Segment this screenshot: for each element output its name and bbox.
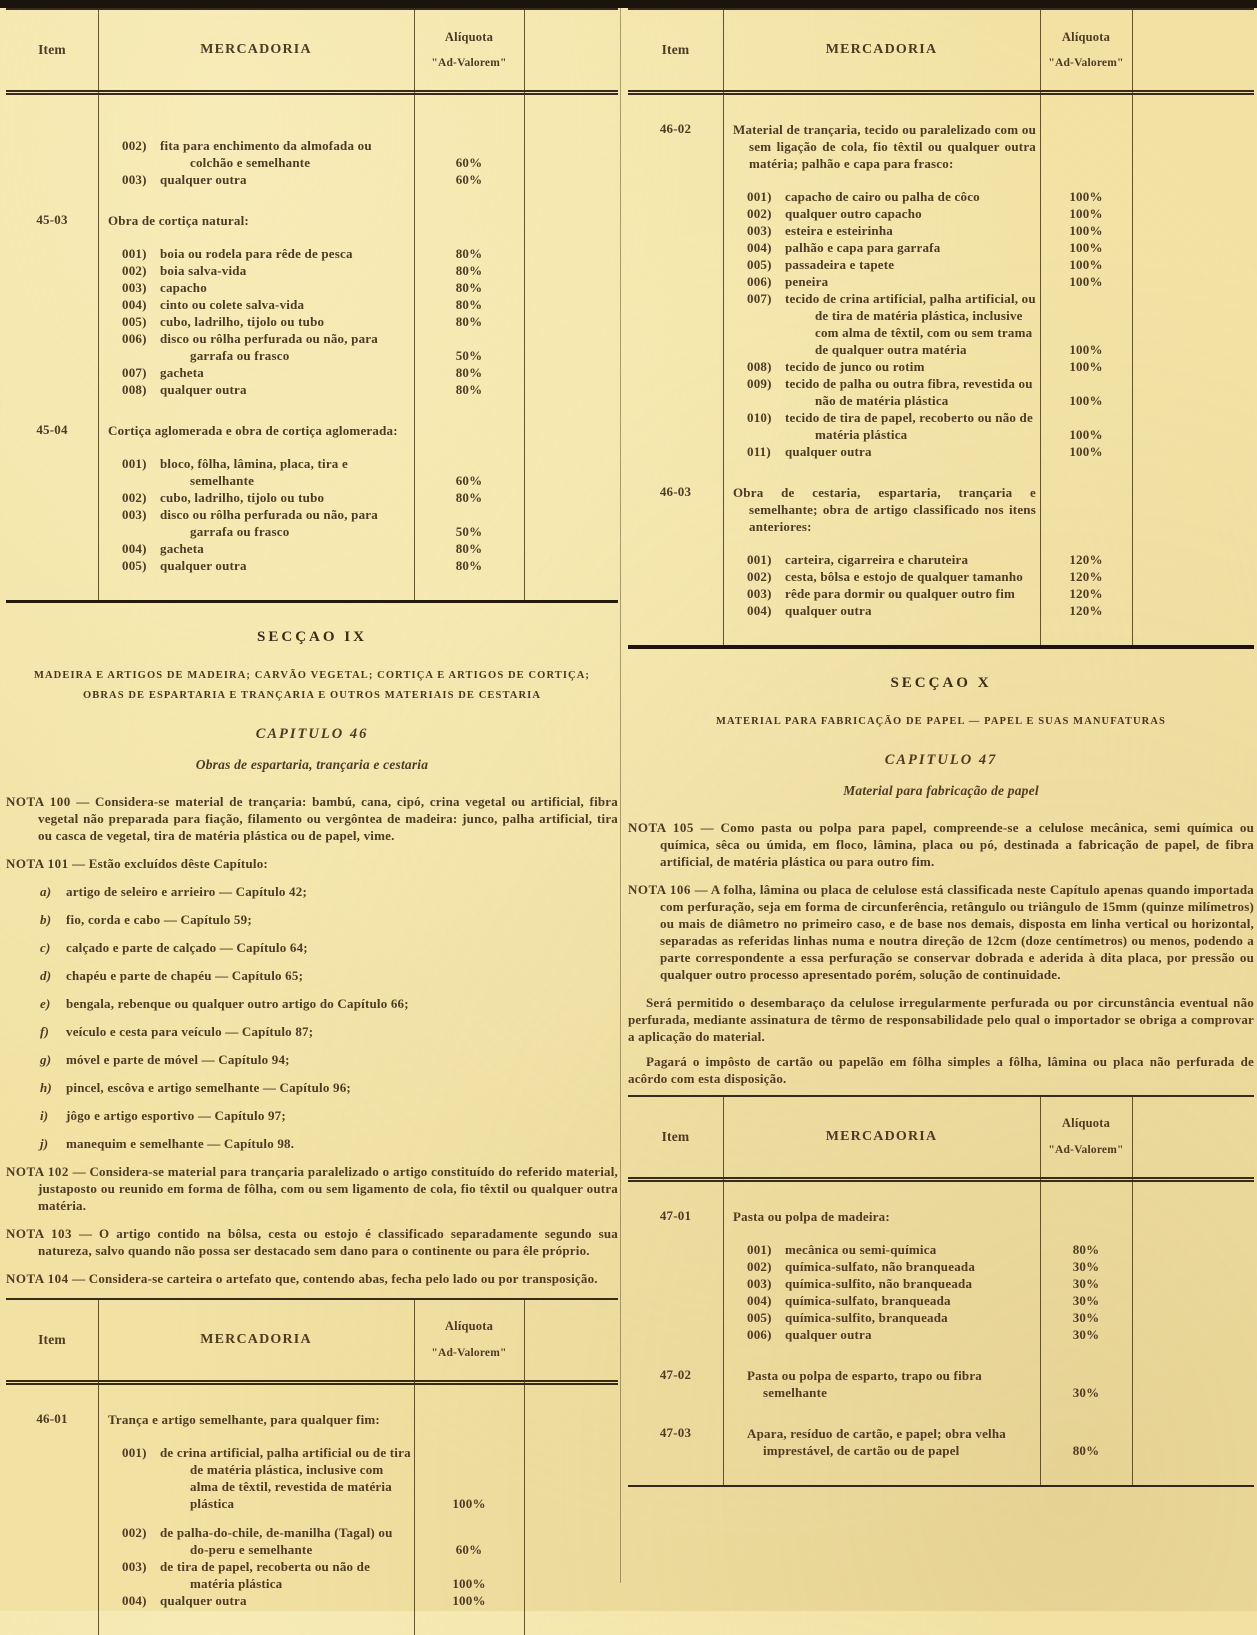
rate-value: 120%: [1069, 586, 1103, 601]
rate-value: 60%: [455, 1541, 483, 1557]
subitem-code: 005): [122, 558, 147, 573]
subitem-list: [108, 137, 618, 188]
list-item-text: fio, corda e cabo — Capítulo 59;: [66, 911, 252, 927]
group-title: Pasta ou polpa de madeira:: [733, 1208, 890, 1224]
mercadoria-text: Pasta ou polpa de esparto, trapo ou fibra semelhante: [747, 1367, 982, 1400]
tariff-row: [108, 313, 618, 330]
list-item-text: calçado e parte de calçado — Capítulo 64;: [66, 939, 308, 955]
mercadoria-text: química-sulfito, não branqueada: [785, 1275, 973, 1291]
list-item-text: artigo de seleiro e arrieiro — Capítulo 42;: [66, 883, 307, 899]
mercadoria-text: disco ou rôlha perfurada ou não, para garrafa ou frasco: [160, 507, 378, 539]
list-item-text: jôgo e artigo esportivo — Capítulo 97;: [66, 1107, 286, 1123]
rate-value: 100%: [1069, 427, 1103, 442]
tariff-row: [733, 358, 1254, 375]
rate-value: 30%: [1072, 1258, 1100, 1274]
mercadoria-text: qualquer outra: [160, 382, 247, 397]
tariff-group: [628, 1208, 1254, 1343]
list-item-letter: j): [40, 1135, 49, 1151]
rate-value: 100%: [1069, 223, 1103, 238]
mercadoria-text: capacho de cairo ou palha de côco: [785, 189, 980, 204]
rate-value: 80%: [455, 490, 483, 505]
item-code: 45-04: [36, 422, 68, 437]
rate-value: 80%: [455, 297, 483, 312]
item-code: 45-03: [36, 212, 68, 227]
rate-value: 50%: [455, 524, 483, 539]
subitem-code: 010): [747, 410, 772, 425]
chapter-title: CAPITULO 47: [884, 751, 998, 768]
rate-value: 100%: [1069, 393, 1103, 408]
rate-value: 100%: [452, 1592, 486, 1608]
rate-value: 100%: [1069, 206, 1103, 221]
group-title: Obra de cestaria, espartaria, trançaria e semelhante; obra de artigo classificado nos itens anteriores:: [733, 485, 1036, 534]
nota-text: — Considera-se carteira o artefato que, contendo abas, fecha pelo lado ou por transposição.: [68, 1270, 598, 1286]
tariff-row: [108, 506, 618, 540]
rate-value: 80%: [1072, 1241, 1100, 1257]
subitem-code: 005): [122, 314, 147, 329]
tariff-row: [733, 551, 1254, 568]
header-item-label: Item: [38, 42, 66, 57]
mercadoria-text: química-sulfato, não branqueada: [785, 1258, 976, 1274]
subitem-code: 002): [122, 1524, 147, 1540]
section-subtitle-line: MATERIAL PARA FABRICAÇÃO DE PAPEL — PAPEL E SUAS MANUFATURAS: [716, 716, 1166, 727]
subitem-code: 004): [747, 240, 772, 255]
mercadoria-text: carteira, cigarreira e charuteira: [785, 552, 969, 567]
tariff-row: [108, 296, 618, 313]
rate-value: 80%: [1072, 1442, 1100, 1458]
subitem-code: 003): [122, 507, 147, 522]
list-item-letter: i): [40, 1107, 49, 1123]
header-mercadoria-label: MERCADORIA: [200, 1331, 312, 1347]
subitem-code: 002): [122, 263, 147, 278]
list-item-letter: f): [40, 1023, 50, 1039]
tariff-row: [733, 602, 1254, 619]
mercadoria-text: qualquer outra: [160, 172, 247, 187]
rate-value: 80%: [455, 541, 483, 556]
tariff-row: [108, 557, 618, 574]
tariff-row: [108, 1444, 618, 1512]
nota-text: — Considera-se material de trançaria: bambú, cana, cipó, crina vegetal ou artificial, fibra vegetal não preparada para fiação, filamento ou vergôntea de madeira: junco, palha artificial, tira ou casca de vegetal, tira de matéria plástica ou de papel, vime.: [38, 793, 618, 843]
mercadoria-text: cubo, ladrilho, tijolo ou tubo: [160, 314, 325, 329]
mercadoria-text: tecido de palha ou outra fibra, revestida ou não de matéria plástica: [785, 376, 1033, 408]
section-title: SECÇAO X: [890, 675, 992, 691]
nota-label: NOTA 101: [6, 855, 69, 871]
list-item-letter: d): [40, 967, 52, 983]
header-mercadoria-label: MERCADORIA: [825, 1128, 938, 1144]
tariff-row: [733, 1326, 1254, 1343]
header-item-label: Item: [38, 1331, 66, 1347]
nota: [6, 855, 618, 872]
mercadoria-text: cubo, ladrilho, tijolo ou tubo: [160, 490, 325, 505]
rate-value: 30%: [1072, 1292, 1100, 1308]
rate-value: 100%: [452, 1495, 486, 1511]
list-item-text: móvel e parte de móvel — Capítulo 94;: [66, 1051, 290, 1067]
list-item-letter: a): [40, 883, 52, 899]
tariff-row: [108, 137, 618, 171]
tariff-row: [733, 1367, 1254, 1401]
tariff-row: [108, 262, 618, 279]
subitem-code: 001): [122, 246, 147, 261]
item-code: 46-01: [36, 1410, 68, 1426]
right-column: [628, 8, 1254, 1487]
mercadoria-text: fita para enchimento da almofada ou colchão e semelhante: [160, 138, 372, 170]
section-subtitle: [12, 666, 612, 706]
mercadoria-text: de palha-do-chile, de-manilha (Tagal) ou do-peru e semelhante: [160, 1524, 393, 1557]
subitem-list: [733, 1241, 1254, 1343]
column-rule: [524, 1298, 525, 1635]
tariff-row: [108, 171, 618, 188]
rate-value: 80%: [455, 365, 483, 380]
subitem-code: 003): [122, 1558, 147, 1574]
group-title: Obra de cortiça natural:: [108, 213, 249, 228]
tariff-row: [733, 222, 1254, 239]
tariff-table-46: [628, 8, 1254, 645]
table-body: [628, 95, 1254, 645]
mercadoria-text: química-sulfato, branqueada: [785, 1292, 951, 1308]
tariff-row: [108, 381, 618, 398]
nota-label: NOTA 100: [6, 793, 71, 809]
left-column: [6, 8, 618, 1635]
subitem-code: 002): [122, 490, 147, 505]
mercadoria-text: rêde para dormir ou qualquer outro fim: [785, 586, 1016, 601]
item-code: 47-03: [659, 1424, 692, 1440]
table-header: [628, 1095, 1254, 1182]
subitem-code: 004): [747, 603, 772, 618]
rate-value: 60%: [455, 172, 483, 187]
tariff-row: [733, 1309, 1254, 1326]
rate-value: 30%: [1072, 1384, 1100, 1400]
subitem-code: 001): [747, 189, 772, 204]
mercadoria-text: tecido de junco ou rotim: [785, 359, 925, 374]
tariff-row: [108, 330, 618, 364]
list-item-text: bengala, rebenque ou qualquer outro artigo do Capítulo 66;: [66, 995, 409, 1011]
nota-list-item: [40, 967, 618, 984]
section-subtitle: [634, 712, 1248, 732]
subitem-code: 002): [747, 206, 772, 221]
subitem-code: 004): [747, 1292, 772, 1308]
tariff-row: [733, 1425, 1254, 1459]
mercadoria-text: disco ou rôlha perfurada ou não, para garrafa ou frasco: [160, 331, 378, 363]
chapter-title: CAPITULO 46: [255, 725, 369, 742]
list-item-text: veículo e cesta para veículo — Capítulo 87;: [66, 1023, 314, 1039]
tariff-row: [733, 1258, 1254, 1275]
rate-value: 80%: [455, 246, 483, 261]
header-mercadoria-label: MERCADORIA: [825, 42, 938, 57]
subitem-list: [733, 551, 1254, 619]
table-bottom-rule: [628, 645, 1254, 649]
column-rule: [723, 8, 724, 645]
mercadoria-text: esteira e esteirinha: [785, 223, 893, 238]
rate-value: 100%: [1069, 342, 1103, 357]
subitem-code: 001): [122, 1444, 147, 1460]
nota-exclusion-list: [40, 883, 618, 1152]
subitem-code: 007): [747, 291, 772, 306]
nota-label: NOTA 106: [628, 881, 691, 897]
rate-value: 100%: [1069, 274, 1103, 289]
tariff-row: [108, 455, 618, 489]
mercadoria-text: qualquer outra: [160, 1592, 247, 1608]
subitem-code: 004): [122, 541, 147, 556]
column-rule: [1132, 1095, 1133, 1485]
tariff-row: [733, 1292, 1254, 1309]
header-item-label: Item: [661, 42, 690, 57]
item-code: 46-02: [659, 121, 692, 136]
nota-text: — O artigo contido na bôlsa, cesta ou estojo é classificado separadamente segundo sua natureza, salvo quando não possa ser destacado sem dano para o continente ou para êle próprio.: [38, 1225, 618, 1258]
tariff-row: [733, 1275, 1254, 1292]
tariff-row: [108, 245, 618, 262]
tariff-table-46-01: [6, 1298, 618, 1635]
rate-value: 80%: [455, 314, 483, 329]
list-item-letter: g): [40, 1051, 52, 1067]
header-item-label: Item: [661, 1128, 690, 1144]
item-code: 46-03: [659, 484, 692, 499]
subitem-code: 001): [122, 456, 147, 471]
tariff-group: [628, 1367, 1254, 1401]
mercadoria-text: cinto ou colete salva-vida: [160, 297, 305, 312]
header-aliquota-label: Alíquota "Ad-Valorem": [1048, 29, 1124, 70]
nota-list-item: [40, 1135, 618, 1152]
section-subtitle-line: OBRAS DE ESPARTARIA E TRANÇARIA E OUTROS MATERIAIS DE CESTARIA: [82, 689, 542, 701]
tariff-row: [733, 375, 1254, 409]
rate-value: 60%: [455, 155, 483, 170]
chapter-notes: [6, 793, 618, 1287]
mercadoria-text: tecido de tira de papel, recoberto ou não de matéria plástica: [785, 410, 1033, 442]
subitem-code: 008): [122, 382, 147, 397]
mercadoria-text: palhão e capa para garrafa: [785, 240, 941, 255]
nota-list-item: [40, 1107, 618, 1124]
mercadoria-text: capacho: [160, 280, 207, 295]
subitem-code: 001): [747, 1241, 772, 1257]
tariff-row: [108, 1592, 618, 1609]
nota-list-item: [40, 1079, 618, 1096]
nota-list-item: [40, 883, 618, 900]
subitem-code: 002): [747, 569, 772, 584]
subitem-code: 011): [747, 444, 771, 459]
mercadoria-text: qualquer outro capacho: [785, 206, 922, 221]
list-item-letter: e): [40, 995, 51, 1011]
nota-text: — Como pasta ou polpa para papel, compreende-se a celulose mecânica, semi química ou química, sêca ou úmida, em floco, lâmina, placa ou pó, destinada a fabricação de papel, de fibra artificial, de matéria plástica ou para outro fim.: [660, 819, 1254, 869]
list-item-letter: h): [40, 1079, 52, 1095]
subitem-code: 005): [747, 1309, 772, 1325]
subitem-list: [733, 188, 1254, 460]
tariff-row: [108, 540, 618, 557]
tariff-group: [628, 1425, 1254, 1459]
tariff-row: [733, 443, 1254, 460]
nota-label: NOTA 103: [6, 1225, 73, 1241]
item-code: [6, 121, 98, 188]
mercadoria-text: bloco, fôlha, lâmina, placa, tira e semelhante: [160, 456, 348, 488]
subitem-code: 009): [747, 376, 772, 391]
header-mercadoria-label: MERCADORIA: [200, 42, 312, 57]
rate-value: 80%: [455, 280, 483, 295]
subitem-code: 002): [122, 138, 147, 153]
tariff-row: [108, 1558, 618, 1592]
rate-value: 120%: [1069, 603, 1103, 618]
mercadoria-text: boia salva-vida: [160, 263, 247, 278]
nota-label: NOTA 104: [6, 1270, 69, 1286]
rate-value: 60%: [455, 473, 483, 488]
nota: [6, 793, 618, 844]
column-rule: [1040, 8, 1041, 645]
rate-value: 100%: [1069, 444, 1103, 459]
nota-list-item: [40, 939, 618, 956]
list-item-text: manequim e semelhante — Capítulo 98.: [66, 1135, 295, 1151]
rate-value: 80%: [455, 382, 483, 397]
rate-value: 100%: [1069, 257, 1103, 272]
subitem-code: 004): [122, 1592, 147, 1608]
section-title: SECÇAO IX: [257, 629, 367, 645]
column-rule: [723, 1095, 724, 1485]
rate-value: 80%: [455, 558, 483, 573]
rate-value: 30%: [1072, 1326, 1100, 1342]
table-bottom-rule: [628, 1485, 1254, 1487]
list-item-letter: c): [40, 939, 51, 955]
tariff-row: [108, 279, 618, 296]
tariff-row: [733, 256, 1254, 273]
subitem-list: [108, 1444, 618, 1609]
nota-text: — A folha, lâmina ou placa de celulose está classificada neste Capítulo apenas quando importada com perfuração, seja em forma de circunferência, retângulo ou triângulo de 15mm (quinze milímetros) ou mais de diâmetro no primeiro caso, e de base nos demais, disposta em linha vertical ou horizontal, separadas as referidas linhas numa e noutra direção de 12cm (doze centímetros) ou menos, podendo a parte correspondente a essa perfuração se conservar dobrada e aderida à dita placa, por pressão ou qualquer outro processo apresentado porém, solução de continuidade.: [660, 881, 1254, 982]
chapter-notes: [628, 819, 1254, 1087]
group-title: Material de trançaria, tecido ou paralelizado com ou sem ligação de cola, fio têxtil ou qualquer outra matéria; palhão e capa para frasco:: [733, 122, 1036, 171]
subitem-code: 003): [122, 172, 147, 187]
rate-value: 120%: [1069, 552, 1103, 567]
list-item-text: chapéu e parte de chapéu — Capítulo 65;: [66, 967, 304, 983]
tariff-row: [733, 409, 1254, 443]
nota: [6, 1163, 618, 1214]
nota-list-item: [40, 1023, 618, 1040]
chapter-subtitle: Material para fabricação de papel: [843, 782, 1039, 798]
chapter-subtitle: Obras de espartaria, trançaria e cestaria: [195, 756, 429, 772]
rate-value: 50%: [455, 348, 483, 363]
tariff-row: [108, 364, 618, 381]
rate-value: 30%: [1072, 1275, 1100, 1291]
mercadoria-text: boia ou rodela para rêde de pesca: [160, 246, 353, 261]
mercadoria-text: gacheta: [160, 365, 204, 380]
mercadoria-text: passadeira e tapete: [785, 257, 895, 272]
section-subtitle-line: MADEIRA E ARTIGOS DE MADEIRA; CARVÃO VEGETAL; CORTIÇA E ARTIGOS DE CORTIÇA;: [33, 670, 591, 681]
tariff-row: [733, 205, 1254, 222]
mercadoria-text: qualquer outra: [785, 444, 872, 459]
mercadoria-text: de tira de papel, recoberta ou não de matéria plástica: [160, 1558, 371, 1591]
tariff-row: [108, 1524, 618, 1558]
nota-list-item: [40, 1051, 618, 1068]
header-aliquota-label: Alíquota "Ad-Valorem": [1048, 1116, 1124, 1157]
subitem-list: [108, 245, 618, 398]
rate-value: 80%: [455, 263, 483, 278]
subitem-code: 006): [747, 1326, 772, 1342]
tariff-row: [733, 585, 1254, 602]
subitem-code: 003): [747, 586, 772, 601]
subitem-list: [108, 455, 618, 574]
page-top-bar: [0, 0, 1257, 8]
mercadoria-text: química-sulfito, branqueada: [785, 1309, 948, 1325]
nota: [628, 819, 1254, 870]
rate-value: 100%: [1069, 240, 1103, 255]
subitem-code: 005): [747, 257, 772, 272]
group-title: Cortiça aglomerada e obra de cortiça aglomerada:: [108, 423, 398, 438]
mercadoria-text: tecido de crina artificial, palha artificial, ou de tira de matéria plástica, inclusive com alma de têxtil, com ou sem trama de qualquer outra matéria: [785, 291, 1036, 357]
rate-value: 30%: [1072, 1309, 1100, 1325]
list-item-letter: b): [40, 911, 52, 927]
subitem-code: 001): [747, 552, 772, 567]
column-rule: [1132, 8, 1133, 645]
mercadoria-text: qualquer outra: [785, 1326, 872, 1342]
nota-list-item: [40, 995, 618, 1012]
table-header: [628, 8, 1254, 95]
tariff-row: [733, 290, 1254, 358]
mercadoria-text: qualquer outra: [160, 558, 247, 573]
mercadoria-text: peneira: [785, 274, 829, 289]
column-rule: [98, 1298, 99, 1635]
table-body: [628, 1182, 1254, 1485]
tariff-table-47: [628, 1095, 1254, 1485]
mercadoria-text: Apara, resíduo de cartão, e papel; obra velha imprestável, de cartão ou de papel: [747, 1425, 1006, 1458]
mercadoria-text: mecânica ou semi-química: [785, 1241, 937, 1257]
nota-continuation: Pagará o impôsto de cartão ou papelão em fôlha simples a fôlha, lâmina ou placa não perfurada de acôrdo com esta disposição.: [628, 1053, 1254, 1086]
mercadoria-text: gacheta: [160, 541, 204, 556]
nota-text: — Estão excluídos dêste Capítulo:: [68, 855, 268, 871]
tariff-row: [733, 188, 1254, 205]
tariff-row: [733, 239, 1254, 256]
column-rule: [414, 8, 415, 600]
mercadoria-text: cesta, bôlsa e estojo de qualquer tamanho: [785, 569, 1023, 584]
item-code: 47-01: [659, 1207, 692, 1223]
subitem-code: 002): [747, 1258, 772, 1274]
item-code: 47-02: [659, 1366, 692, 1382]
column-rule: [524, 8, 525, 600]
rate-value: 100%: [1069, 189, 1103, 204]
tariff-row: [733, 273, 1254, 290]
mercadoria-text: de crina artificial, palha artificial ou de tira de matéria plástica, inclusive com alma de têxtil, revestida de matéria plástica: [160, 1444, 411, 1511]
tariff-group: [628, 484, 1254, 619]
tariff-row: [733, 568, 1254, 585]
subitem-code: 006): [747, 274, 772, 289]
column-rule: [414, 1298, 415, 1635]
mercadoria-text: qualquer outra: [785, 603, 872, 618]
subitem-code: 007): [122, 365, 147, 380]
nota-label: NOTA 102: [6, 1163, 69, 1179]
column-rule: [98, 8, 99, 600]
subitem-code: 004): [122, 297, 147, 312]
header-aliquota-label: Alíquota "Ad-Valorem": [431, 29, 507, 70]
subitem-code: 008): [747, 359, 772, 374]
rate-value: 100%: [452, 1575, 486, 1591]
column-rule: [1040, 1095, 1041, 1485]
rate-value: 100%: [1069, 359, 1103, 374]
tariff-table-45: [6, 8, 618, 600]
subitem-code: 003): [747, 1275, 772, 1291]
tariff-row: [733, 1241, 1254, 1258]
nota: [628, 881, 1254, 983]
nota: [6, 1270, 618, 1287]
nota-list-item: [40, 911, 618, 928]
table-bottom-rule: [6, 600, 618, 603]
tariff-group: [628, 121, 1254, 460]
header-aliquota-label: Alíquota "Ad-Valorem": [431, 1319, 507, 1360]
nota-label: NOTA 105: [628, 819, 694, 835]
list-item-text: pincel, escôva e artigo semelhante — Capítulo 96;: [66, 1079, 351, 1095]
nota-text: — Considera-se material para trançaria paralelizado o artigo constituído do referido material, justaposto ou reunido em forma de fôlha, com ou sem ligamento de cola, fio têxtil ou qualquer outra matéria.: [38, 1163, 618, 1213]
subitem-code: 003): [747, 223, 772, 238]
rate-value: 120%: [1069, 569, 1103, 584]
tariff-row: [108, 489, 618, 506]
group-title: Trança e artigo semelhante, para qualquer fim:: [108, 1411, 380, 1427]
nota: [6, 1225, 618, 1259]
subitem-code: 003): [122, 280, 147, 295]
subitem-code: 006): [122, 331, 147, 346]
nota-continuation: Será permitido o desembaraço da celulose irregularmente perfurada ou por circunstância eventual não perfurada, mediante assinatura de têrmo de responsabilidade pelo qual o importador se obriga a comprovar a aplicação do material.: [628, 994, 1254, 1044]
column-divider: [620, 8, 621, 1583]
